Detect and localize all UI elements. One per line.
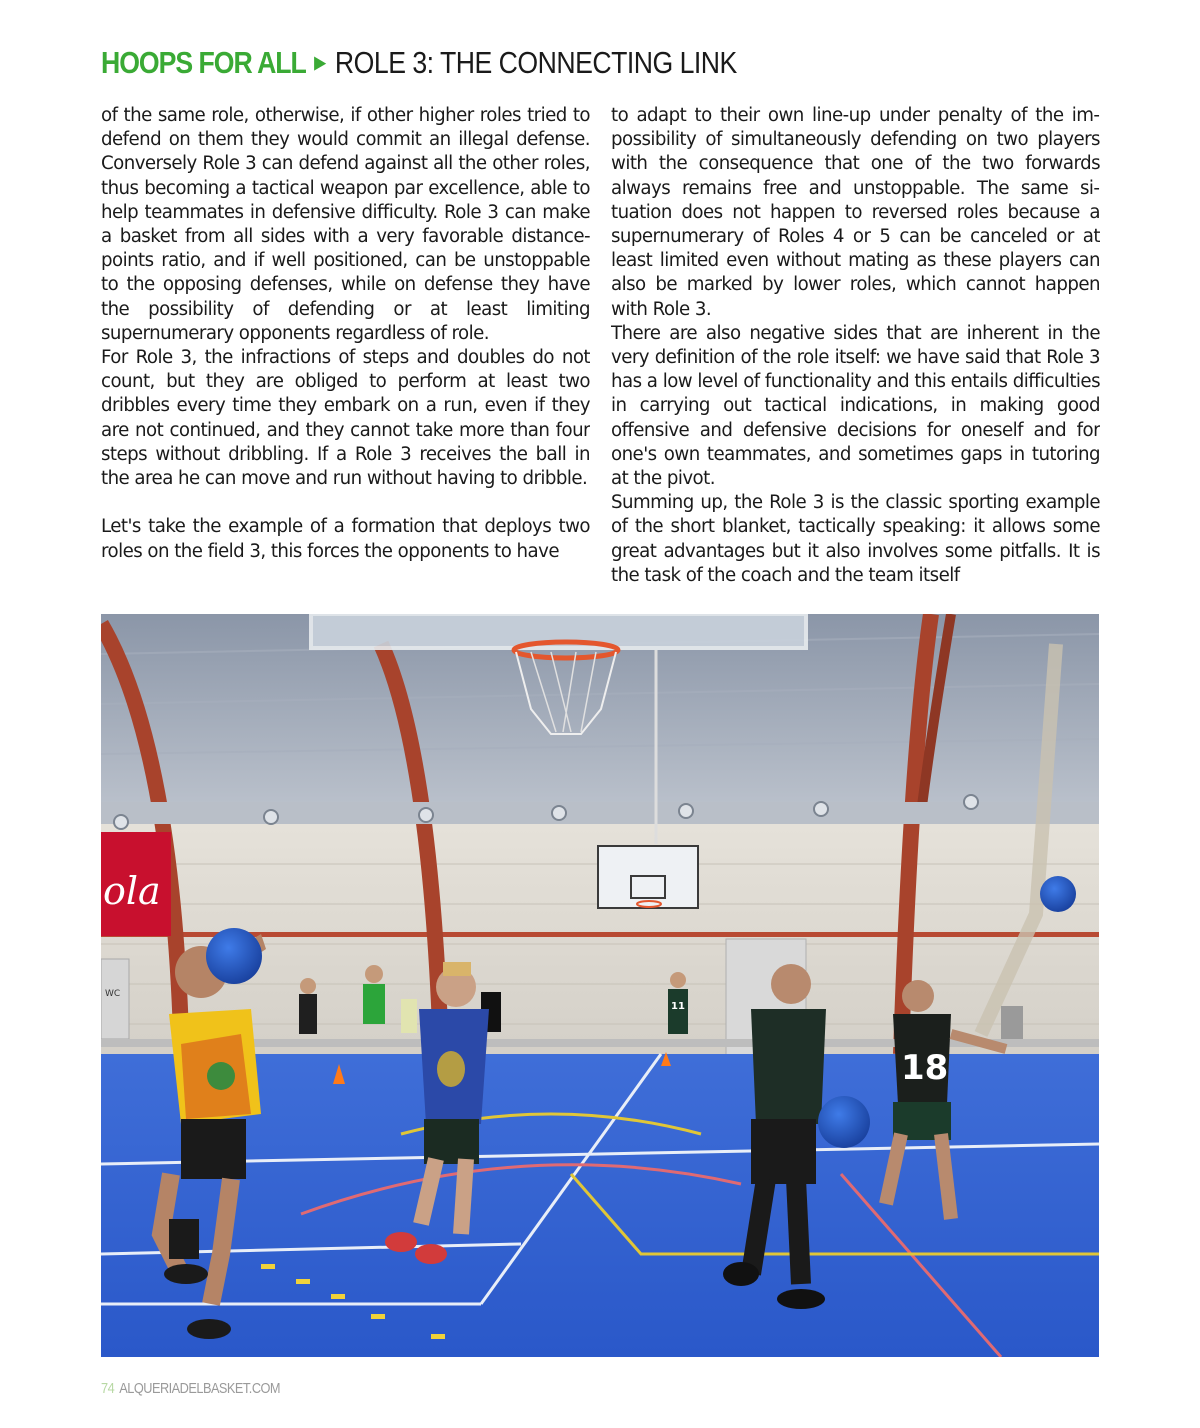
right-text-column xyxy=(611,104,1100,590)
left-text-column xyxy=(101,104,590,590)
paragraph: For Role 3, the infractions of steps and doubles do not count, but they are obliged to perform at least two dribbles every time they embark on a run, even if they are not continued, and they cannot take more than four steps without dribbling. If a Role 3 receives the ball in the area he can move and run without having to dribble. xyxy=(101,347,590,490)
jersey-number-far: 11 xyxy=(671,1001,685,1012)
page-number: 74 xyxy=(101,1380,115,1397)
site-url: ALQUERIADELBASKET.COM xyxy=(119,1380,281,1397)
page-footer xyxy=(101,1380,280,1397)
jersey-number: 18 xyxy=(901,1048,949,1088)
page-header xyxy=(101,40,737,86)
banner-text: ola xyxy=(103,869,161,913)
section-label: HOOPS FOR ALL xyxy=(101,45,306,80)
paragraph: to adapt to their own line-up under penalty of the impossibility of simultaneously defending on two players with the consequence that one of the two forwards always remains free and unstoppable. The same situation does not happen to reversed roles because a supernumerary of Roles 4 or 5 can be canceled or at least limited even without mating as these players can also be marked by lower roles, which cannot happen with Role 3. xyxy=(611,105,1100,320)
paragraph: of the same role, otherwise, if other higher roles tried to defend on them they would commit an illegal defense. Conversely Role 3 can defend against all the other roles, thus becoming a tactical weapon par excellence, able to help teammates in defensive difficulty. Role 3 can make a basket from all sides with a very favorable distance-points ratio, and if well positioned, can be unstoppable to the opposing defenses, while on defense they have the possibility of defending or at least limiting supernumerary opponents regardless of role. xyxy=(101,105,590,344)
paragraph: Summing up, the Role 3 is the classic sporting example of the short blanket, tactically speaking: it allows some great advantages but it also involves some pitfalls. It is the task of the coach and the team itself xyxy=(611,492,1100,586)
triangle-arrow-icon: ▶ xyxy=(314,53,325,72)
basketball-court-photo xyxy=(101,614,1099,1357)
article-title: ROLE 3: THE CONNECTING LINK xyxy=(334,45,737,80)
wall-sign: WC xyxy=(105,989,121,999)
paragraph: Let's take the example of a formation that deploys two roles on the field 3, this forces the opponents to have xyxy=(101,516,590,562)
paragraph: There are also negative sides that are inherent in the very definition of the role itself: we have said that Role 3 has a low level of functionality and this entails difficulties in carrying out tactical indications, in making good offensive and defensive decisions for oneself and for one's own teammates, and sometimes gaps in tutoring at the pivot. xyxy=(611,322,1100,490)
